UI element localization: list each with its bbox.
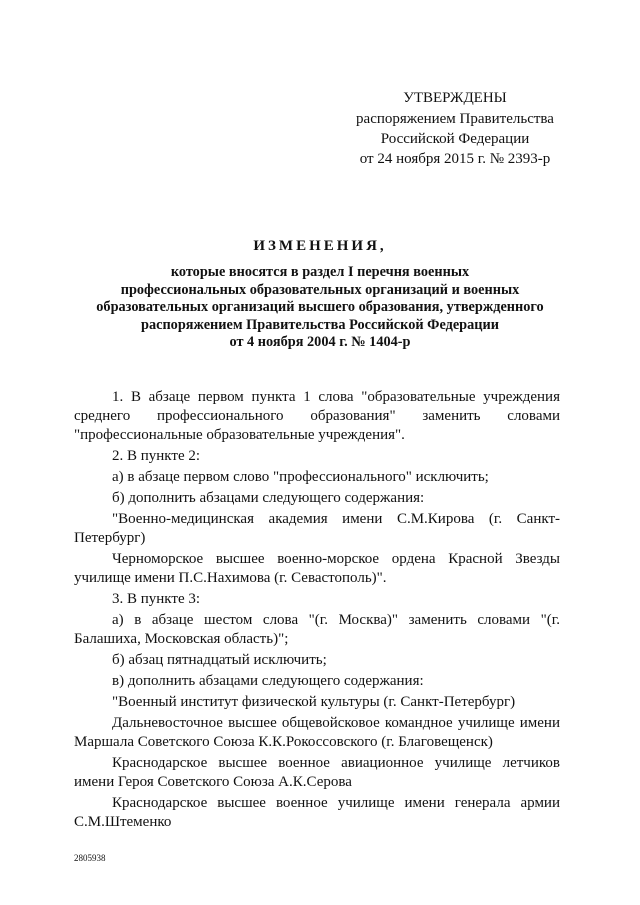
body-paragraph: б) дополнить абзацами следующего содержания: xyxy=(112,490,425,506)
subtitle-line: распоряжением Правительства Российской Федерации xyxy=(141,316,499,333)
approval-line: от 24 ноября 2015 г. № 2393-р xyxy=(359,151,551,167)
body-paragraph: 1. В абзаце первом пункта 1 слова "образовательные учреждения среднего профессионального образования" заменить словами "профессиональные образовательные учреждения". xyxy=(74,389,560,443)
document-subtitle xyxy=(55,264,585,352)
document-number: 2805938 xyxy=(74,853,106,863)
approval-line: Российской Федерации xyxy=(380,131,530,147)
approval-heading: УТВЕРЖДЕНЫ xyxy=(403,90,507,106)
body-paragraph: 3. В пункте 3: xyxy=(112,591,201,607)
body-paragraph: в) дополнить абзацами следующего содержания: xyxy=(112,673,424,689)
subtitle-line: от 4 ноября 2004 г. № 1404-р xyxy=(229,334,411,350)
body-paragraph: б) абзац пятнадцатый исключить; xyxy=(112,652,327,668)
body-paragraph: Краснодарское высшее военное авиационное училище летчиков имени Героя Советского Союза А.К.Серова xyxy=(74,755,560,790)
body-paragraph: "Военный институт физической культуры (г. Санкт-Петербург) xyxy=(112,694,516,710)
subtitle-line: образовательных организаций высшего образования, утвержденного xyxy=(96,299,544,315)
body-paragraph: Дальневосточное высшее общевойсковое командное училище имени Маршала Советского Союза К.К.Рокоссовского (г. Благовещенск) xyxy=(74,715,560,750)
subtitle-line: профессиональных образовательных организаций и военных xyxy=(120,281,520,298)
subtitle-line: которые вносятся в раздел I перечня военных xyxy=(170,264,470,280)
document-title: ИЗМЕНЕНИЯ, xyxy=(253,238,387,254)
body-paragraph: а) в абзаце шестом слова "(г. Москва)" заменить словами "(г. Балашиха, Московская область)"; xyxy=(74,612,560,647)
body-paragraph: а) в абзаце первом слово "профессионального" исключить; xyxy=(112,469,489,485)
body-paragraph: Краснодарское высшее военное училище имени генерала армии С.М.Штеменко xyxy=(74,795,560,830)
body-paragraph: 2. В пункте 2: xyxy=(112,448,201,464)
body-paragraph: "Военно-медицинская академия имени С.М.Кирова (г. Санкт-Петербург) xyxy=(74,511,560,546)
body-paragraph: Черноморское высшее военно-морское ордена Красной Звезды училище имени П.С.Нахимова (г. Севастополь)". xyxy=(74,551,560,586)
approval-block xyxy=(340,88,570,169)
approval-line: распоряжением Правительства xyxy=(356,111,554,127)
document-body xyxy=(74,388,560,834)
